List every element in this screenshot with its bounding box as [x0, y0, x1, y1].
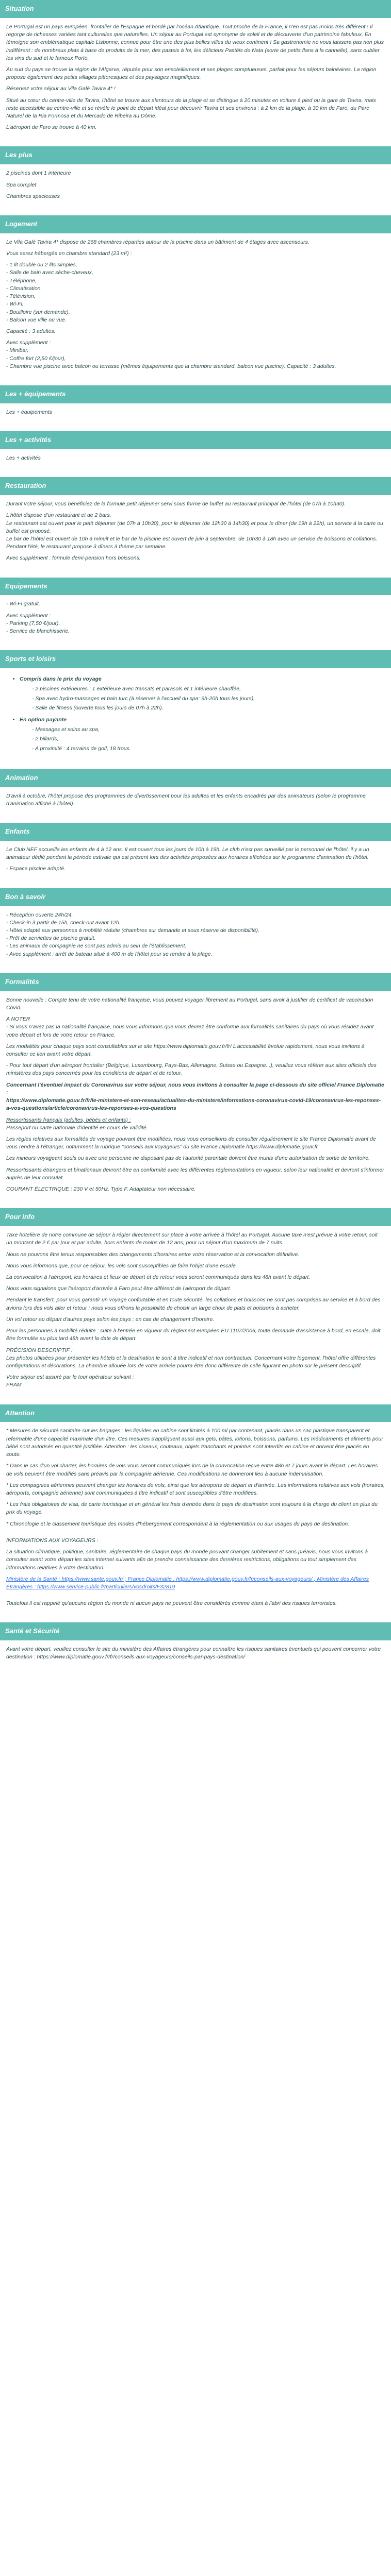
list-item: - Salle de bain avec sèche-cheveux, [6, 269, 93, 276]
paragraph: Ressortissants étrangers et binationaux devront être en conformité avec les différentes réglementations en vigueur, selon leur nationalité et devront s'informer auprès de leur consulat. [6, 1166, 384, 1181]
section-animation [0, 769, 391, 823]
paragraph: * Dans le cas d'un vol charter, les horaires de vols vous seront communiqués lors de la convocation reçue entre 48h et 7 jours avant le départ. Les horaires de vols peuvent être modifiés sans préavis par la compagnie aérienne. Ces modifications ne donneront lieu à aucune indemnisation. [6, 1463, 378, 1477]
section-title-pour-info: Pour info [0, 1208, 391, 1226]
paragraph: Les + activités [6, 455, 41, 461]
section-title-formalites: Formalités [0, 973, 391, 991]
section-title-attention: Attention [0, 1404, 391, 1422]
section-title-situation: Situation [0, 0, 391, 18]
section-title-logement: Logement [0, 215, 391, 233]
paragraph: PRÉCISION DESCRIPTIF : [6, 1347, 73, 1353]
section-body-enfants [0, 841, 391, 888]
list-item: - Coffre fort (2,50 €/jour), [6, 355, 66, 362]
section-title-plus-equipements: Les + équipements [0, 385, 391, 403]
paragraph: Les modalités pour chaque pays sont consultables sur le site https://www.diplomatie.gouv.fr/fr/ L'accessibilité évolue rapidement, nous vous invitons à consulter ce lien avant votre départ. [6, 1043, 365, 1057]
paragraph: Avec supplément : [6, 612, 51, 619]
paragraph: Le restaurant est ouvert pour le petit déjeuner (de 07h à 10h30), pour le déjeuner (de 12h30 à 14h30) et pour le dîner (de 19h à 22h), un service à la carte ou buffet est proposé. [6, 520, 383, 534]
list-item: - Spa avec hydro-massages et bain turc (à réserver à l'accueil du spa: 9h-20h tous les jours), [32, 695, 255, 702]
official-sites-links[interactable]: Ministère de la Santé : https://www.sante.gouv.fr/ ; France Diplomatie : https://www.diplomatie.gouv.fr/fr/conseils-aux-voyageurs/ ; Ministère des Affaires Étrangères : https://www.service-public.fr/particuliers/vosdroits/F32819 [6, 1575, 369, 1590]
section-sante-securite [0, 1622, 391, 1676]
paragraph: - Espace piscine adapté. [6, 866, 66, 872]
paragraph: Nous vous signalons que l'aéroport d'arrivée à Faro peut être différent de l'aéroport de départ. [6, 1285, 232, 1292]
paragraph: L'hôtel dispose d'un restaurant et de 2 bars. [6, 512, 111, 519]
paragraph: Ressortissants français (adultes, bébés et enfants) : [6, 1116, 131, 1123]
paragraph: A NOTER [6, 1016, 30, 1023]
section-enfants [0, 823, 391, 888]
paragraph: - Wi-Fi gratuit. [6, 601, 40, 607]
paragraph: L'aéroport de Faro se trouve à 40 km. [6, 124, 97, 131]
paragraph: Nous vous informons que, pour ce séjour, les vols sont susceptibles de faire l'objet d'une escale. [6, 1262, 237, 1269]
section-plus-activites [0, 431, 391, 477]
paragraph: Passeport ou carte nationale d'identité en cours de validité. [6, 1124, 148, 1131]
list-item: - Bouilloire (sur demande), [6, 309, 70, 315]
paragraph: Avant votre départ, veuillez consulter le site du ministère des Affaires étrangères pour connaître les risques sanitaires éventuels qui peuvent concerner votre destination : https://www.diplomatie.gouv.fr/fr/conseils-aux-voyageurs/conseils-par-pays-destination/ [6, 1646, 381, 1660]
paragraph: COURANT ÉLECTRIQUE : 230 V et 50Hz. Type F. Adaptateur non nécessaire. [6, 1186, 196, 1193]
paragraph: Pendant le transfert, pour vous garantir un voyage confortable et en toute sécurité, les collations et boissons ne sont pas comprises au service et à bord des avions lors des vols aller et retour ; nous vous offrons la possibilité de choisir un large choix de plats et boissons à acheter. [6, 1297, 381, 1311]
section-body-sports [0, 668, 391, 769]
bullet-label: En option payante [20, 717, 67, 723]
paragraph: Un vol retour au départ d'autres pays selon les pays ; en cas de changement d'horaire. [6, 1316, 215, 1323]
paragraph: Le Club NEF accueille les enfants de 4 à 12 ans. Il est ouvert tous les jours de 10h à 19h. Le club n'est pas surveillé par le personnel de l'hôtel, il y a un animateur dédié pendant la période estivale qui est présent lors des activités proposées aux horaires affichées sur le programme d'animation de l'hôtel. [6, 846, 369, 861]
section-body-plus-activites [0, 449, 391, 477]
list-item: - Climatisation, [6, 285, 42, 292]
paragraph: Bonne nouvelle : Compte tenu de votre nationalité française, vous pouvez voyager librement au Portugal, sans avoir à justifier de certificat de vaccination Covid. [6, 996, 373, 1011]
paragraph: - Si vous n'avez pas la nationalité française, nous vous informons que vous devrez être conforme aux formalités sanitaires du pays où vous résidez avant votre départ et lors de votre retour en France. [6, 1024, 374, 1038]
paragraph: 2 piscines dont 1 intérieure [6, 170, 71, 177]
paragraph: * Les compagnies aériennes peuvent changer les horaires de vols, ainsi que les aéroports de départ et d'arrivée. Les informations relatives aux vols (horaires, aéroports, compagnie aérienne) sont communiquées à titre indicatif et sont susceptibles d'être modifiées. [6, 1482, 385, 1496]
section-les-plus [0, 146, 391, 215]
bullet-item [20, 675, 385, 712]
paragraph: Vous serez hébergés en chambre standard (23 m²) : [6, 250, 132, 257]
paragraph: Nous ne pouvons être tenus responsables des changements d'horaires entre votre réservation et la convocation définitive. [6, 1251, 300, 1258]
list-item: - Les animaux de compagnie ne sont pas admis au sein de l'établissement. [6, 943, 187, 950]
paragraph: * Mesures de sécurité sanitaire sur les bagages : les liquides en cabine sont limités à 100 ml par contenant, placés dans un sac plastique transparent et refermable d'une capacité maximale d'un litre. Ces mesures s'appliquent aussi aux gels, pâtes, lotions, boissons, parfums. Les médicaments et aliments pour bébé sont autorisés en quantité justifiée. Attention : les ciseaux, couteaux, objets tranchants et pointus sont interdits en cabine et doivent être placés en soute. [6, 1428, 383, 1458]
list-item: - Avec supplément : arrêt de bateau situé à 400 m de l'hôtel pour se rendre à la plage. [6, 951, 213, 957]
paragraph: INFORMATIONS AUX VOYAGEURS : [6, 1537, 99, 1544]
paragraph: Le Portugal est un pays européen, frontalier de l'Espagne et bordé par l'océan Atlantique. Tout proche de la France, il n'en est pas moins très différent ! Il regorge de richesses variées tant culturelles que naturelles. Un séjour au Portugal est synonyme de soleil et de découverte d'un patrimoine fabuleux. En témoigne son emblématique capitale Lisbonne, connue pour être une des plus belles villes du vieux continent ! Sa gastronomie ne vous laissera pas non plus indifférent : de nombreux plats à base de produits de la mer, des pasteis à foi, les délicieux Pastéis de Nata (sorte de petits flans à la cannelle), sans oublier les vins du sud et le fameux Porto. [6, 23, 384, 61]
paragraph: * Chronologie et le classement touristique des modes d'hébergement correspondent à la réglementation ou aux usages du pays de destination. [6, 1520, 350, 1527]
section-body-les-plus [0, 164, 391, 215]
section-equipements [0, 578, 391, 651]
section-bon-a-savoir [0, 888, 391, 973]
list-item: - Téléphone, [6, 277, 37, 284]
section-body-logement [0, 233, 391, 385]
list-item: - 1 lit double ou 2 lits simples, [6, 262, 77, 268]
section-title-restauration: Restauration [0, 477, 391, 495]
paragraph: Les + équipements [6, 409, 53, 415]
paragraph: La convocation à l'aéroport, les horaires et lieux de départ et de retour vous seront communiqués dans les 48h avant le départ. [6, 1274, 311, 1280]
list-item: - 2 piscines extérieures : 1 extérieure avec transats et parasols et 1 intérieure chauffée, [32, 686, 241, 692]
section-body-sante-securite [0, 1640, 391, 1676]
list-item: - Télévision, [6, 293, 36, 300]
paragraph: Spa complet [6, 181, 37, 188]
section-body-restauration [0, 495, 391, 578]
section-plus-equipements [0, 385, 391, 431]
list-item: - Wi-Fi, [6, 301, 24, 308]
section-title-bon-a-savoir: Bon à savoir [0, 888, 391, 906]
paragraph: La situation climatique, politique, sanitaire, réglementaire de chaque pays du monde pouvant changer subitement et sans préavis, nous vous invitons à consulter avant votre départ les sites internet suivants afin de prendre connaissance des dernières restrictions, obligations ou tout simplement des informations relatives à votre destination. [6, 1549, 368, 1571]
paragraph: Les règles relatives aux formalités de voyage pouvant être modifiées, nous vous conseillons de consulter régulièrement le site France Diplomatie avant de vous rendre à l'étranger, notamment la rubrique "conseils aux voyageurs" du site France Diplomatie https://www.diplomatie.gouv.fr [6, 1136, 376, 1150]
diplomatie-covid-link[interactable]: https://www.diplomatie.gouv.fr/fr/le-ministere-et-son-reseau/actualites-du-ministere/informations-coronavirus-covid-19/coronavirus-les-reponses-a-vos-questions/article/coronavirus-les-reponses-a-vos-questions [6, 1097, 381, 1112]
paragraph: Les mineurs voyageant seuls ou avec une personne ne disposant pas de l'autorité parentale doivent être munis d'une autorisation de sortie de territoire. [6, 1155, 370, 1162]
section-body-situation [0, 18, 391, 147]
list-item: - Massages et soins au spa, [32, 726, 100, 733]
section-pour-info [0, 1208, 391, 1404]
list-item: - Service de blanchisserie. [6, 628, 70, 635]
bullet-item [20, 716, 385, 753]
section-title-equipements: Equipements [0, 578, 391, 596]
paragraph: Au sud du pays se trouve la région de l'Algarve, réputée pour son ensoleillement et ses plages somptueuses, parfait pour les séjours balnéaires. La région propose également des petits villages pittoresques et des paysages magnifiques. [6, 66, 377, 81]
section-title-les-plus: Les plus [0, 146, 391, 164]
paragraph: Avec supplément : formule demi-pension hors boissons. [6, 555, 141, 562]
paragraph: D'avril à octobre, l'hôtel propose des programmes de divertissement pour les adultes et les enfants encadrés par des animateurs (selon le programme d'animation affiché à l'hôtel). [6, 792, 366, 807]
paragraph: Réservez votre séjour au Vila Galé Tavira 4* ! [6, 86, 116, 92]
section-logement [0, 215, 391, 385]
section-body-attention [0, 1422, 391, 1622]
paragraph: Durant votre séjour, vous bénéficiez de la formule petit déjeuner servi sous forme de buffet au restaurant principal de l'hôtel (de 07h à 10h30). [6, 501, 346, 507]
list-item: - Hôtel adapté aux personnes à mobilité réduite (chambres sur demande et sous réserve de disponibilité). [6, 927, 259, 934]
list-item: - Réception ouverte 24h/24. [6, 911, 73, 918]
list-item: - Prêt de serviettes de piscine gratuit. [6, 935, 96, 942]
list-item: - Minibar, [6, 347, 29, 354]
sub-list [20, 685, 385, 712]
list-item: - Parking (7,50 €/jour), [6, 620, 60, 626]
list-item: - A proximité : 4 terrains de golf, 18 trous. [32, 745, 131, 752]
section-body-formalites [0, 991, 391, 1209]
section-body-bon-a-savoir [0, 906, 391, 973]
section-restauration [0, 477, 391, 577]
bullet-label: Compris dans le prix du voyage [20, 676, 102, 683]
section-title-sports: Sports et loisirs [0, 650, 391, 668]
paragraph: Capacité : 3 adultes. [6, 328, 56, 334]
paragraph: Le bar de l'hôtel est ouvert de 10h à minuit et le bar de la piscine est ouvert de juin à septembre, de 10h30 à 18h avec un service de boissons et collations. [6, 535, 378, 542]
list-item: - 2 billards, [32, 736, 59, 742]
section-sports [0, 650, 391, 769]
section-formalites [0, 973, 391, 1208]
section-title-plus-activites: Les + activités [0, 431, 391, 449]
section-body-animation [0, 787, 391, 823]
paragraph: Concernant l'éventuel impact du Coronavirus sur votre séjour, nous vous invitons à consulter la page ci-dessous du site officiel France Diplomatie : [6, 1081, 384, 1096]
section-title-enfants: Enfants [0, 823, 391, 841]
section-body-plus-equipements [0, 403, 391, 431]
paragraph: * Les frais obligatoires de visa, de carte touristique et en général les frais d'entrée dans le pays de destination sont toujours à la charge du client en plus du prix du voyage. [6, 1501, 378, 1516]
paragraph: FRAM [6, 1382, 22, 1388]
section-body-pour-info [0, 1226, 391, 1404]
section-title-animation: Animation [0, 769, 391, 787]
bullet-list [6, 675, 385, 753]
section-body-equipements [0, 595, 391, 650]
paragraph: - Pour tout départ d'un aéroport frontalier (Belgique, Luxembourg, Pays-Bas, Allemagne, Suisse ou Espagne...), veuillez vous référer aux sites officiels des ministères des pays concernés pour les conditions de départ et de retour. [6, 1062, 377, 1077]
paragraph: Chambres spacieuses [6, 193, 60, 199]
section-attention [0, 1404, 391, 1623]
list-item: - Chambre vue piscine avec balcon ou terrasse (mêmes équipements que la chambre standard, balcon vue piscine). Capacité : 3 adultes. [6, 363, 336, 369]
paragraph: Toutefois il est rappelé qu'aucune région du monde ni aucun pays ne peuvent être considérés comme étant à l'abri des risques terroristes. [6, 1600, 337, 1607]
sub-list [20, 726, 385, 753]
section-situation [0, 0, 391, 146]
paragraph: Les photos utilisées pour présenter les hôtels et la destination le sont à titre indicatif et non contractuel. Concernant votre logement, l'hôtel offre différentes configurations et décorations. La chambre allouée lors de votre arrivée pourra être donc différente de celle figurant en photo sur le présent descriptif. [6, 1354, 376, 1369]
paragraph: Le Vila Galé Tavira 4* dispose de 268 chambres réparties autour de la piscine dans un bâtiment de 4 étages avec ascenseurs. [6, 239, 309, 245]
paragraph: Votre séjour est assuré par le tour opérateur suivant : [6, 1374, 134, 1381]
paragraph: Pendant l'été, le restaurant propose 3 dîners à thème par semaine. [6, 544, 167, 550]
paragraph: Situé au cœur du centre-ville de Tavira, l'hôtel se trouve aux alentours de la plage et se distingue à 20 minutes en voiture à pied ou la gare de Tavira, mais reste accessible au centre-ville et se révèle le point de départ idéal pour découvrir Tavira et ses environs : à 2 km de la plage, à 30 km de Faro, du Parc Naturel de la Ria Formosa et du Mercado de Ribeira au Dôme. [6, 97, 376, 120]
list-item: - Balcon vue ville ou vue. [6, 316, 67, 323]
paragraph: Avec supplément : [6, 340, 51, 346]
list-item: - Check-in à partir de 15h, check-out avant 12h. [6, 919, 121, 926]
section-title-sante-securite: Santé et Sécurité [0, 1622, 391, 1640]
paragraph: Pour les personnes à mobilité réduite : suite à l'entrée en vigueur du règlement européen EU 1107/2006, toute demande d'assistance à bord, en escale, doit être formulée au plus tard 48h avant la date de départ. [6, 1328, 381, 1342]
paragraph: Taxe hotelière de notre commune de séjour à régler directement sur place à votre arrivée à l'hôtel au Portugal. Aucune taxe n'est prévue à votre retour, soit un montant de 2 € par jour et par adulte, hors enfants de moins de 12 ans, pour un séjour d'un maximum de 7 nuits. [6, 1232, 378, 1246]
list-item: - Salle de fitness (ouverte tous les jours de 07h à 22h). [32, 704, 164, 711]
